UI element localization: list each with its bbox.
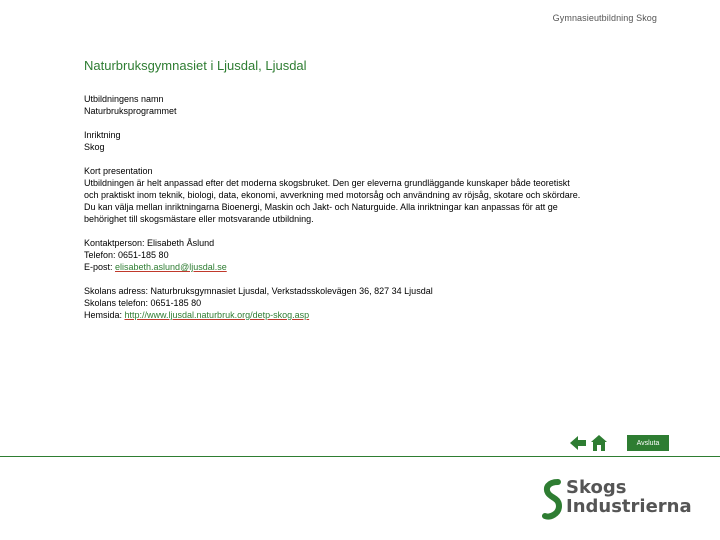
header-label: Gymnasieutbildning Skog — [552, 13, 657, 23]
content — [84, 93, 644, 333]
exit-button[interactable]: Avsluta — [627, 435, 669, 451]
presentation-block — [84, 165, 644, 225]
orientation-label: Inriktning — [84, 130, 121, 140]
presentation-label: Kort presentation — [84, 166, 153, 176]
contact-email-row — [84, 261, 644, 273]
presentation-line: Utbildningen är helt anpassad efter det moderna skogsbruket. Den ger eleverna grundläggande kunskaper både teoretiskt — [84, 178, 570, 188]
school-phone: Skolans telefon: 0651-185 80 — [84, 298, 202, 308]
contact-phone: Telefon: 0651-185 80 — [84, 250, 169, 260]
website-label: Hemsida: — [84, 310, 125, 320]
contact-person: Kontaktperson: Elisabeth Åslund — [84, 238, 215, 248]
logo-line1: Skogs — [566, 477, 627, 498]
school-address: Skolans adress: Naturbruksgymnasiet Ljusdal, Verkstadsskolevägen 36, 827 34 Ljusdal — [84, 286, 433, 296]
footer-divider — [0, 456, 720, 457]
logo-mark-icon — [542, 478, 564, 522]
program-block — [84, 93, 644, 117]
skogsindustrierna-logo — [542, 478, 692, 522]
logo-line2: Industrierna — [566, 496, 692, 517]
school-website-row — [84, 309, 644, 321]
school-block — [84, 285, 644, 321]
page-title: Naturbruksgymnasiet i Ljusdal, Ljusdal — [84, 58, 307, 73]
logo-text — [566, 478, 692, 516]
contact-block — [84, 237, 644, 273]
home-icon[interactable] — [590, 434, 608, 452]
presentation-line: behörighet till skogsmästare eller motsvarande utbildning. — [84, 214, 314, 224]
nav-buttons — [569, 434, 608, 452]
presentation-line: Du kan välja mellan inriktningarna Bioenergi, Maskin och Jakt- och Naturguide. Alla inriktningar kan anpassas för att ge — [84, 202, 558, 212]
email-link[interactable]: elisabeth.aslund@ljusdal.se — [115, 262, 227, 272]
orientation-block — [84, 129, 644, 153]
email-label: E-post: — [84, 262, 116, 272]
orientation-value: Skog — [84, 142, 105, 152]
website-link[interactable]: http://www.ljusdal.naturbruk.org/detp-skog.asp — [124, 310, 310, 320]
program-label: Utbildningens namn — [84, 94, 164, 104]
back-arrow-icon[interactable] — [569, 434, 587, 452]
program-value: Naturbruksprogrammet — [84, 106, 177, 116]
presentation-line: och praktiskt inom teknik, biologi, data, ekonomi, avverkning med motorsåg och användning av röjsåg, skotare och skördare. — [84, 190, 581, 200]
